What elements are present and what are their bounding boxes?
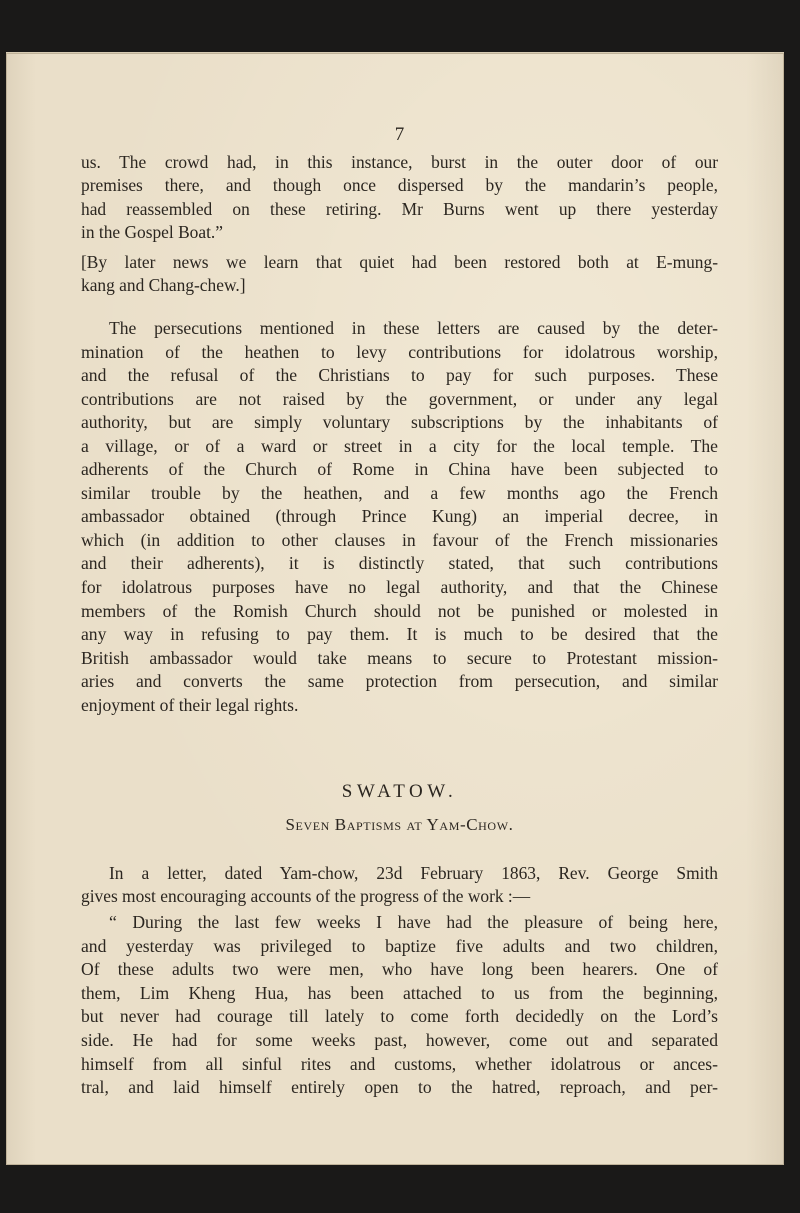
text-line: British ambassador would take means to secure to Protestant mission- [81, 647, 718, 668]
paper-sheet [6, 52, 784, 1165]
background-edge [784, 60, 800, 1150]
text-line: and their adherents), it is distinctly stated, that such contributions [81, 553, 718, 574]
section-heading: SWATOW. [341, 781, 458, 802]
text-line-content: In a letter, dated Yam-chow, 23d February 1863, Rev. George Smith [109, 863, 718, 883]
text-line: in the Gospel Boat.” [81, 221, 223, 242]
text-line: premises there, and though once dispersed by the mandarin’s people, [81, 175, 718, 196]
text-line: any way in refusing to pay them. It is much to be desired that the [81, 624, 718, 645]
text-line: gives most encouraging accounts of the progress of the work :— [81, 886, 531, 907]
text-line: us. The crowd had, in this instance, burst in the outer door of our [81, 152, 718, 172]
page-number: 7 [394, 124, 405, 145]
text-line [81, 862, 718, 885]
text-line: and the refusal of the Christians to pay for such purposes. These [81, 365, 718, 386]
text-line: had reassembled on these retiring. Mr Burns went up there yesterday [81, 198, 718, 219]
paragraph-letter-quote [81, 911, 718, 1100]
text-line: adherents of the Church of Rome in China have been subjected to [81, 459, 718, 480]
paragraph-letter-intro [81, 862, 718, 909]
text-line: ambassador obtained (through Prince Kung) an imperial decree, in [81, 506, 718, 527]
text-line: tral, and laid himself entirely open to the hatred, reproach, and per- [81, 1077, 718, 1098]
text-line: mination of the heathen to levy contributions for idolatrous worship, [81, 341, 718, 362]
section-subheading: Seven Baptisms at Yam-Chow. [285, 815, 514, 834]
text-line: [By later news we learn that quiet had been restored both at E-mung- [81, 252, 718, 272]
text-line [81, 317, 718, 341]
text-line: enjoyment of their legal rights. [81, 694, 299, 715]
text-line: himself from all sinful rites and customs, whether idolatrous or ances- [81, 1053, 718, 1074]
text-line: aries and converts the same protection from persecution, and similar [81, 671, 718, 692]
text-line: side. He had for some weeks past, however, come out and separated [81, 1029, 718, 1050]
text-line-content: The persecutions mentioned in these letters are caused by the deter- [109, 318, 718, 338]
paragraph-persecutions [81, 317, 718, 717]
text-line: for idolatrous purposes have no legal authority, and that the Chinese [81, 577, 718, 598]
text-line: members of the Romish Church should not be punished or molested in [81, 600, 718, 621]
text-line: kang and Chang-chew.] [81, 275, 246, 296]
text-line: which (in addition to other clauses in favour of the French missionaries [81, 529, 718, 550]
text-line-content: “ During the last few weeks I have had the pleasure of being here, [109, 912, 718, 932]
text-line: a village, or of a ward or street in a city for the local temple. The [81, 435, 718, 456]
text-line: authority, but are simply voluntary subscriptions by the inhabitants of [81, 412, 718, 433]
text-line: and yesterday was privileged to baptize five adults and two children, [81, 935, 718, 956]
paragraph-later-news [81, 251, 718, 298]
text-line: contributions are not raised by the government, or under any legal [81, 388, 718, 409]
text-line: but never had courage till lately to come forth decidedly on the Lord’s [81, 1006, 718, 1027]
text-line: Of these adults two were men, who have long been hearers. One of [81, 959, 718, 980]
text-line: similar trouble by the heathen, and a few months ago the French [81, 482, 718, 503]
text-line [81, 911, 718, 935]
paragraph-letter-end [81, 151, 718, 244]
text-line: them, Lim Kheng Hua, has been attached to us from the beginning, [81, 982, 718, 1003]
